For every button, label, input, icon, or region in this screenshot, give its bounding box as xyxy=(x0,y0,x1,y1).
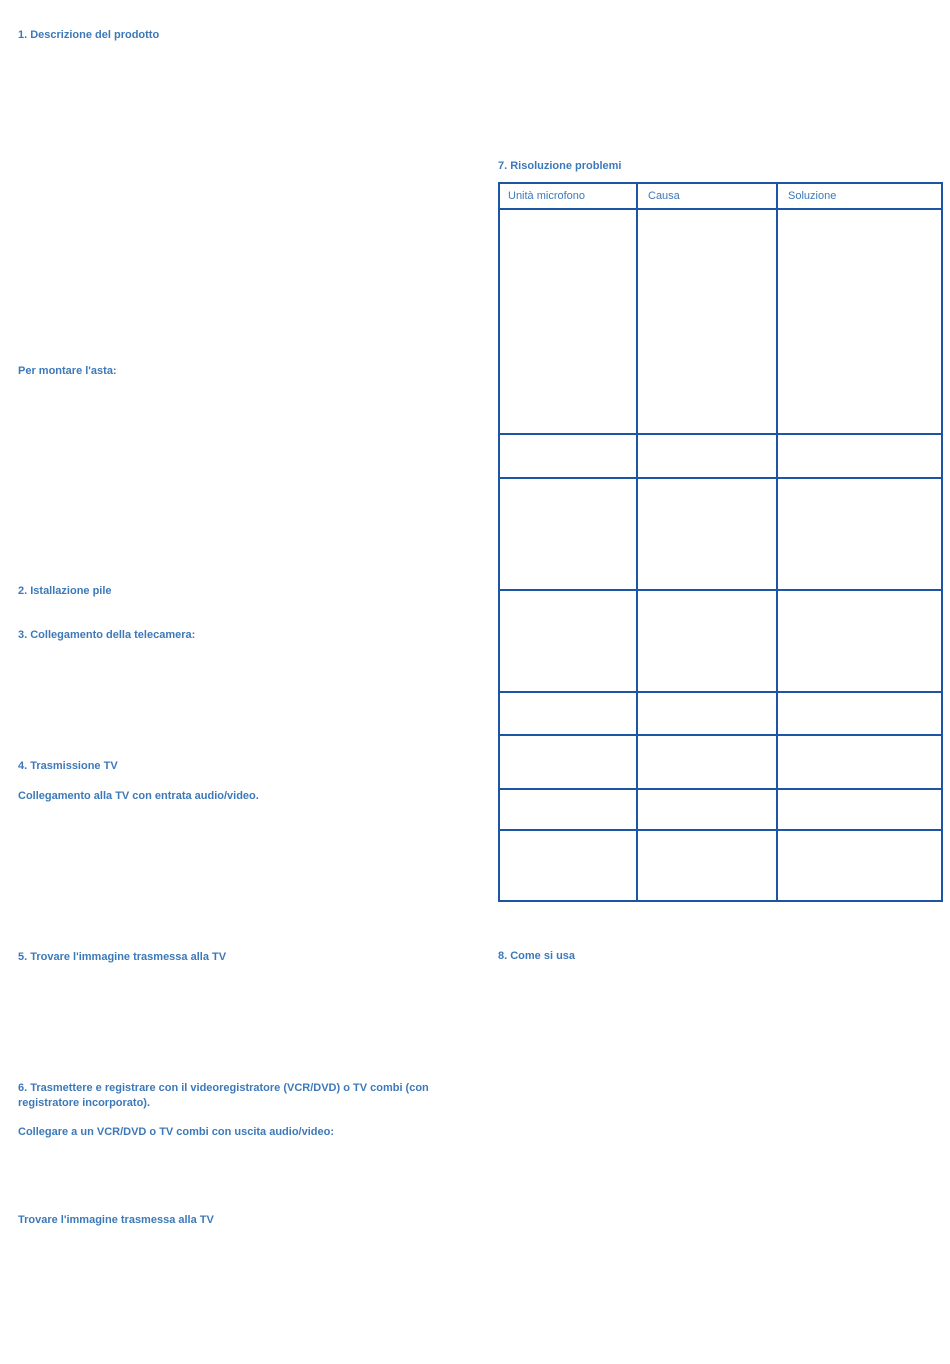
troubleshooting-table xyxy=(498,182,943,902)
table-cell xyxy=(777,830,942,901)
table-cell xyxy=(499,692,637,735)
table-row xyxy=(499,735,942,789)
tv-av-connection-heading: Collegamento alla TV con entrata audio/video. xyxy=(18,790,259,802)
table-cell xyxy=(637,830,777,901)
vcr-connection-heading: Collegare a un VCR/DVD o TV combi con uscita audio/video: xyxy=(18,1126,334,1138)
table-cell xyxy=(499,209,637,434)
table-row xyxy=(499,789,942,830)
table-cell xyxy=(499,434,637,478)
table-row xyxy=(499,830,942,901)
table-cell xyxy=(637,478,777,590)
table-row xyxy=(499,434,942,478)
section-title-tv-transmission: 4. Trasmissione TV xyxy=(18,760,118,772)
table-cell xyxy=(499,735,637,789)
table-cell xyxy=(637,735,777,789)
section-title-description: 1. Descrizione del prodotto xyxy=(18,29,160,41)
table-cell xyxy=(777,590,942,692)
table-cell xyxy=(637,434,777,478)
header-microphone-unit: Unità microfono xyxy=(499,183,637,209)
header-cause: Causa xyxy=(637,183,777,209)
table-cell xyxy=(777,735,942,789)
table-cell xyxy=(499,478,637,590)
table-cell xyxy=(637,789,777,830)
table-cell xyxy=(499,590,637,692)
table-cell xyxy=(777,692,942,735)
section-title-record: 6. Trasmettere e registrare con il videoregistratore (VCR/DVD) o TV combi (con registratore incorporato). xyxy=(18,1082,429,1109)
table-row xyxy=(499,209,942,434)
section-title-camera-connection: 3. Collegamento della telecamera: xyxy=(18,629,196,641)
table-row xyxy=(499,478,942,590)
table-row xyxy=(499,590,942,692)
section-title-batteries: 2. Istallazione pile xyxy=(18,585,112,597)
table-cell xyxy=(777,434,942,478)
table-cell xyxy=(637,590,777,692)
table-cell xyxy=(637,692,777,735)
table-cell xyxy=(637,209,777,434)
table-cell xyxy=(499,830,637,901)
section-title-how-to-use: 8. Come si usa xyxy=(498,950,576,962)
table-cell xyxy=(777,478,942,590)
section-title-find-image: 5. Trovare l'immagine trasmessa alla TV xyxy=(18,951,227,963)
mount-rod-heading: Per montare l'asta: xyxy=(18,365,117,377)
table-cell xyxy=(777,209,942,434)
find-image-heading: Trovare l'immagine trasmessa alla TV xyxy=(18,1214,214,1226)
table-cell xyxy=(499,789,637,830)
section-title-troubleshooting: 7. Risoluzione problemi xyxy=(498,160,622,172)
table-cell xyxy=(777,789,942,830)
header-solution: Soluzione xyxy=(777,183,942,209)
table-header-row xyxy=(499,183,942,209)
table-row xyxy=(499,692,942,735)
